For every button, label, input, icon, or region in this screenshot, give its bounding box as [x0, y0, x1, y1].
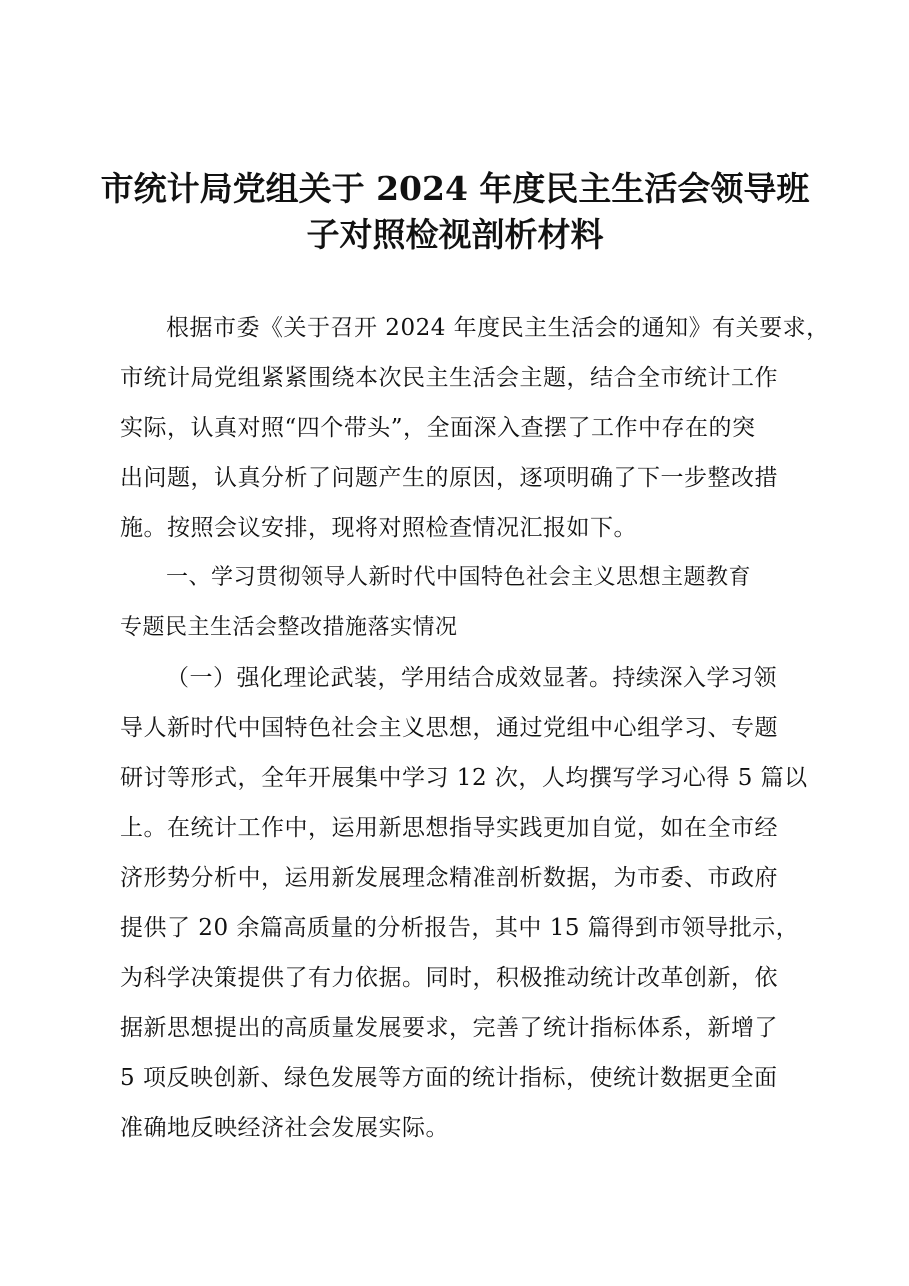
section-heading-line-2: 专题民主生活会整改措施落实情况 — [120, 615, 458, 640]
intro-line-1: 根据市委《关于召开 2024 年度民主生活会的通知》有关要求， — [166, 315, 830, 341]
intro-line-2: 市统计局党组紧紧围绕本次民主生活会主题，结合全市统计工作 — [120, 365, 778, 391]
section-heading-line-1: 一、学习贯彻领导人新时代中国特色社会主义思想主题教育 — [166, 565, 752, 590]
intro-line-4: 出问题，认真分析了问题产生的原因，逐项明确了下一步整改措 — [120, 465, 778, 491]
subsection-line-5: 济形势分析中，运用新发展理念精准剖析数据，为市委、市政府 — [120, 865, 778, 891]
subsection-line-7: 为科学决策提供了有力依据。同时，积极推动统计改革创新，依 — [120, 965, 778, 991]
subsection-line-2: 导人新时代中国特色社会主义思想，通过党组中心组学习、专题 — [120, 715, 778, 741]
document-title-line-1: 市统计局党组关于 2024 年度民主生活会领导班 — [100, 169, 810, 208]
subsection-line-3: 研讨等形式，全年开展集中学习 12 次，人均撰写学习心得 5 篇以 — [120, 765, 808, 791]
subsection-line-10: 准确地反映经济社会发展实际。 — [120, 1115, 449, 1141]
subsection-line-8: 据新思想提出的高质量发展要求，完善了统计指标体系，新增了 — [120, 1015, 778, 1041]
subsection-line-6: 提供了 20 余篇高质量的分析报告，其中 15 篇得到市领导批示， — [120, 915, 800, 941]
subsection-line-9: 5 项反映创新、绿色发展等方面的统计指标，使统计数据更全面 — [120, 1065, 778, 1091]
subsection-line-4: 上。在统计工作中，运用新思想指导实践更加自觉，如在全市经 — [120, 815, 778, 841]
subsection-line-1: （一）强化理论武装，学用结合成效显著。持续深入学习领 — [166, 665, 777, 691]
document-title-line-2: 子对照检视剖析材料 — [306, 215, 604, 254]
intro-line-3: 实际，认真对照“四个带头”，全面深入查摆了工作中存在的突 — [120, 415, 756, 441]
intro-line-5: 施。按照会议安排，现将对照检查情况汇报如下。 — [120, 515, 637, 541]
